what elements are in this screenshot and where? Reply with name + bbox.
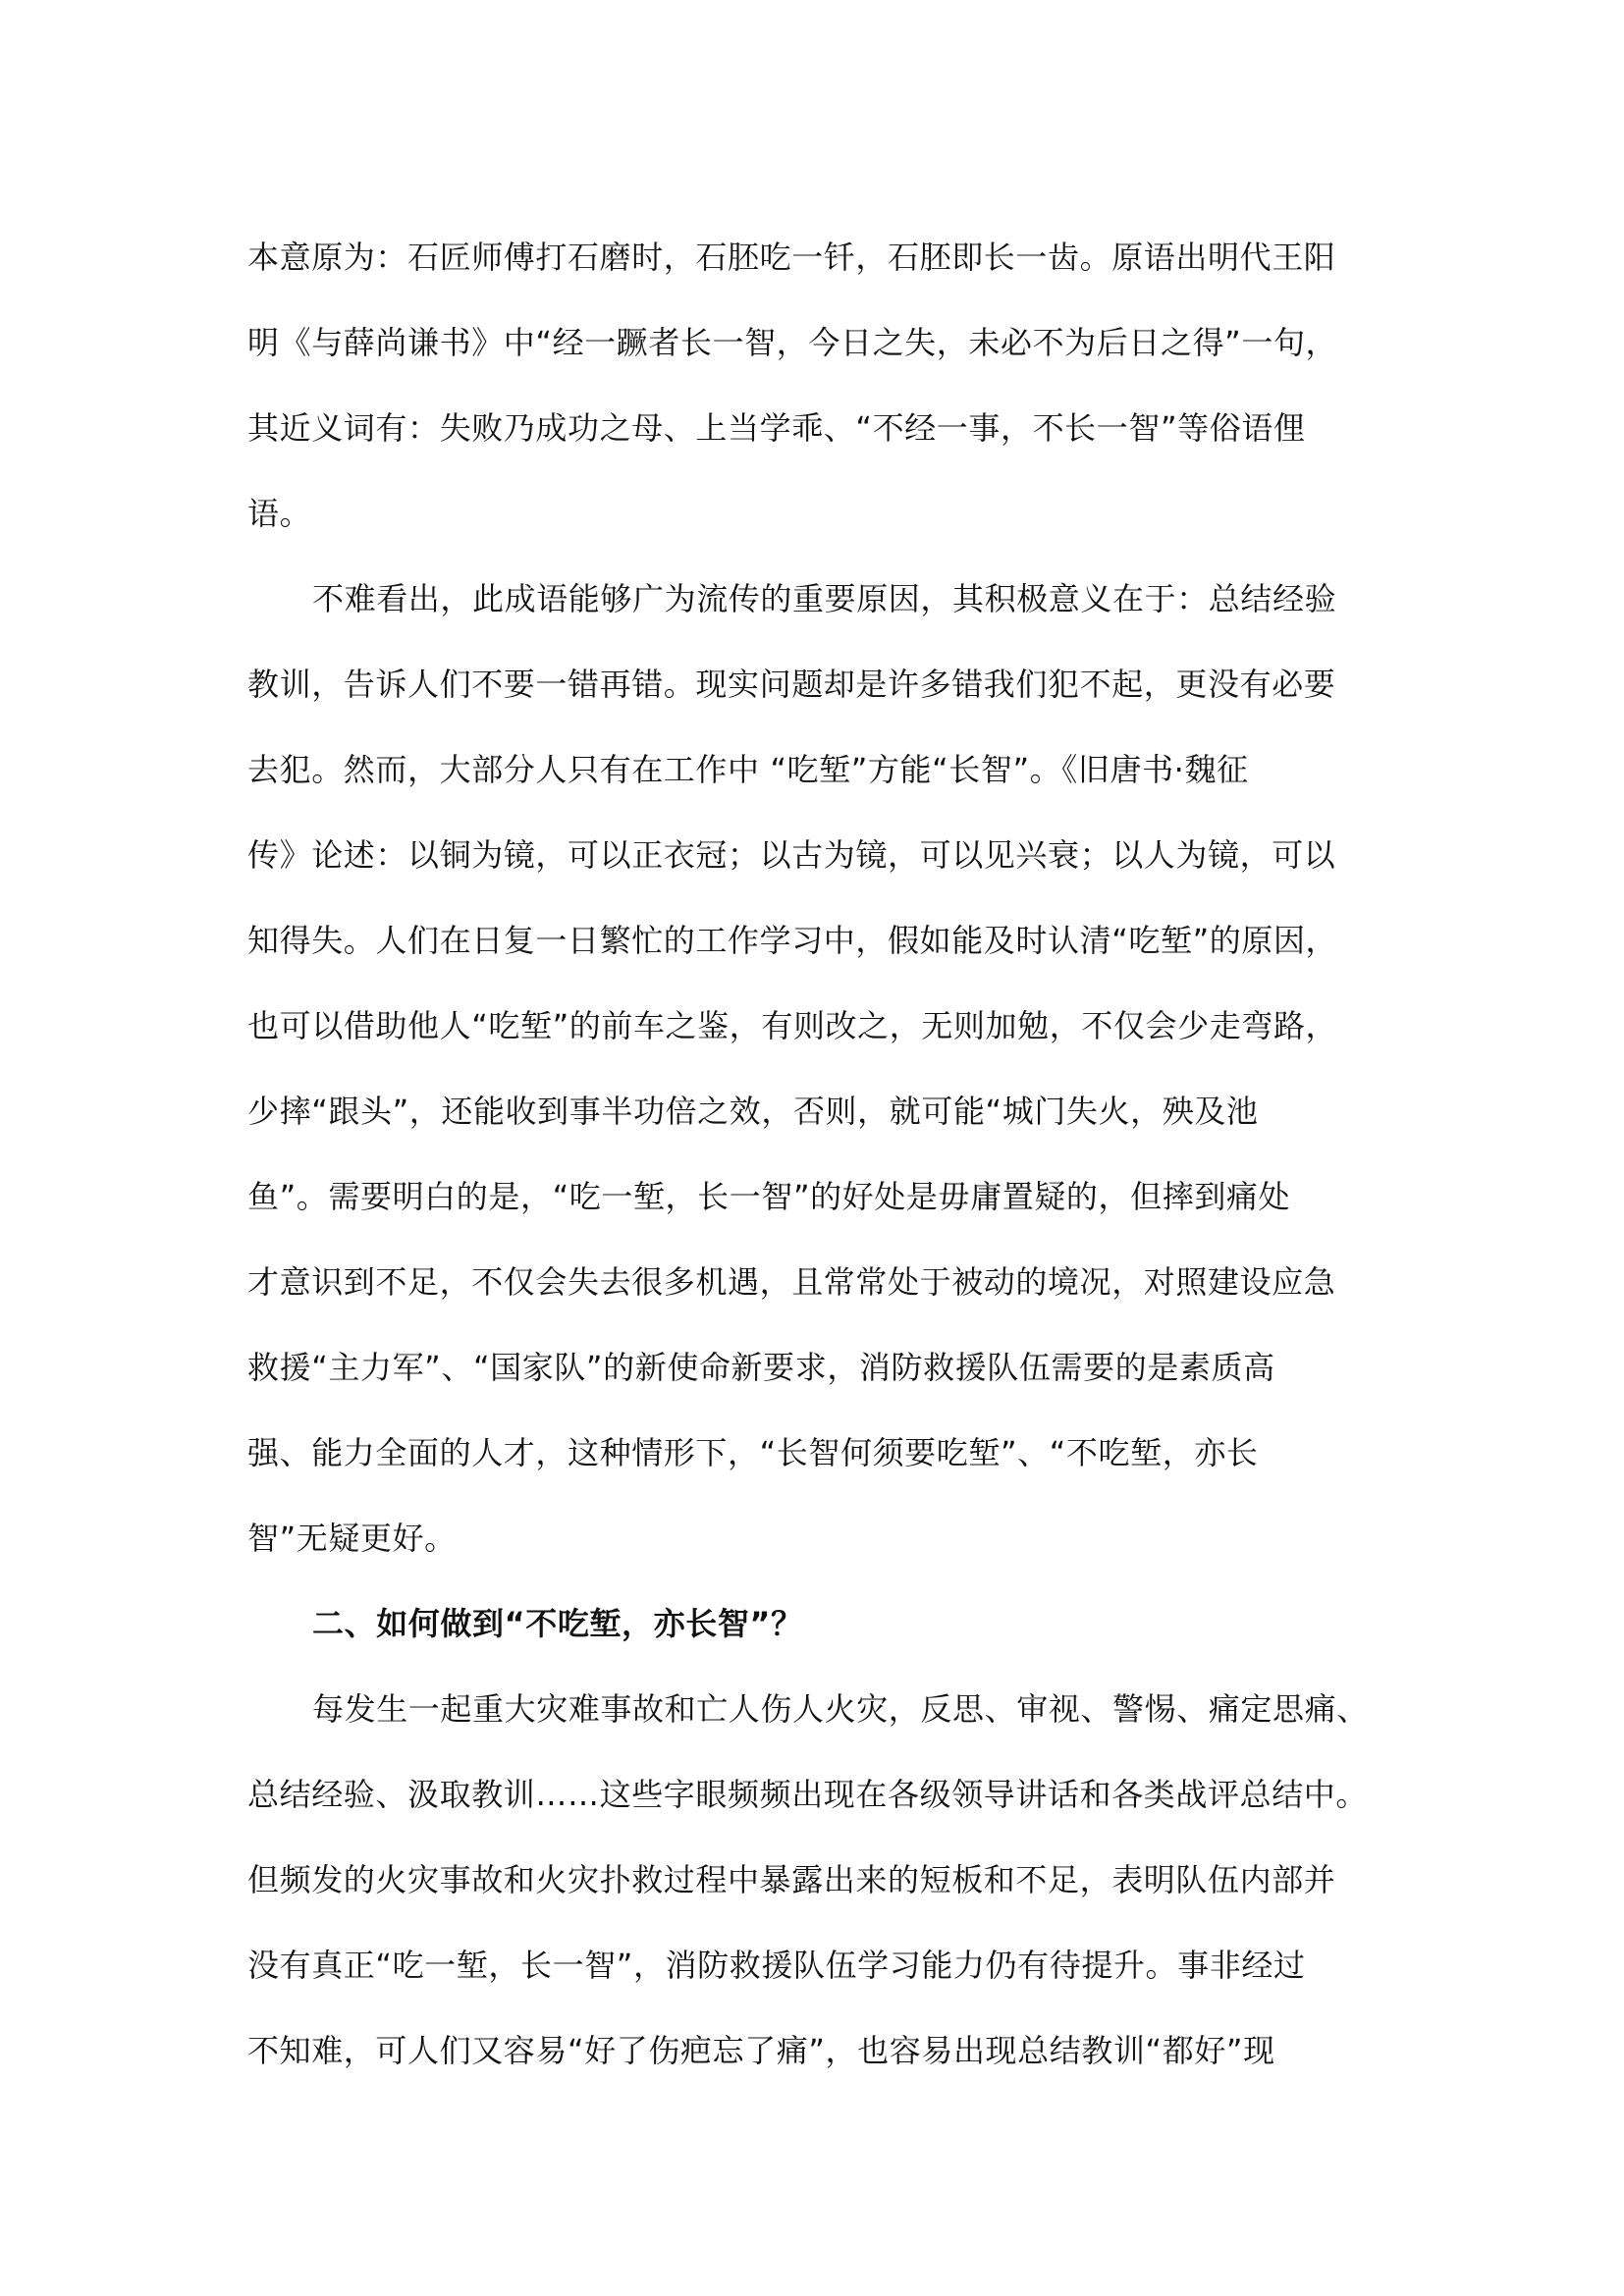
text-line: 救援“主力军”、“国家队”的新使命新要求，消防救援队伍需要的是素质高 bbox=[247, 1349, 1275, 1386]
text-line: 去犯。然而，大部分人只有在工作中 “吃堑”方能“长智”。《旧唐书·魏征 bbox=[247, 751, 1249, 788]
text-line: 知得失。人们在日复一日繁忙的工作学习中，假如能及时认清“吃堑”的原因， bbox=[247, 922, 1338, 959]
text-line: 才意识到不足，不仅会失去很多机遇，且常常处于被动的境况，对照建设应急 bbox=[247, 1263, 1336, 1301]
paragraph-significance bbox=[247, 577, 1367, 1602]
text-line: 每发生一起重大灾难事故和亡人伤人火灾，反思、审视、警惕、痛定思痛、 bbox=[312, 1690, 1369, 1728]
document-body bbox=[247, 236, 1367, 2114]
text-line: 强、能力全面的人才，这种情形下，“长智何须要吃堑”、“不吃堑，亦长 bbox=[247, 1434, 1259, 1471]
text-line: 明《与薛尚谦书》中“经一蹶者长一智，今日之失，未必不为后日之得”一句， bbox=[247, 324, 1338, 361]
section-heading bbox=[247, 1602, 1367, 1687]
text-line: 教训，告诉人们不要一错再错。现实问题却是许多错我们犯不起，更没有必要 bbox=[247, 666, 1336, 703]
text-line: 本意原为：石匠师傅打石磨时，石胚吃一钎，石胚即长一齿。原语出明代王阳 bbox=[247, 239, 1336, 276]
text-line: 鱼”。需要明白的是，“吃一堑，长一智”的好处是毋庸置疑的，但摔到痛处 bbox=[247, 1178, 1291, 1215]
text-line: 总结经验、汲取教训……这些字眼频频出现在各级领导讲话和各类战评总结中。 bbox=[247, 1776, 1369, 1813]
text-line: 语。 bbox=[247, 495, 312, 532]
paragraph-reflection bbox=[247, 1687, 1367, 2114]
text-line: 没有真正“吃一堑，长一智”，消防救援队伍学习能力仍有待提升。事非经过 bbox=[247, 1947, 1306, 1984]
text-line: 传》论述：以铜为镜，可以正衣冠；以古为镜，可以见兴衰；以人为镜，可以 bbox=[247, 836, 1336, 874]
text-line: 不难看出，此成语能够广为流传的重要原因，其积极意义在于：总结经验 bbox=[312, 580, 1337, 617]
text-line: 少摔“跟头”，还能收到事半功倍之效，否则，就可能“城门失火，殃及池 bbox=[247, 1093, 1259, 1130]
text-line: 不知难，可人们又容易“好了伤疤忘了痛”，也容易出现总结教训“都好”现 bbox=[247, 2032, 1275, 2069]
text-line: 也可以借助他人“吃堑”的前车之鉴，有则改之，无则加勉，不仅会少走弯路， bbox=[247, 1007, 1338, 1044]
paragraph-origin bbox=[247, 236, 1367, 577]
text-line: 但频发的火灾事故和火灾扑救过程中暴露出来的短板和不足，表明队伍内部并 bbox=[247, 1861, 1336, 1898]
text-line: 其近义词有：失败乃成功之母、上当学乖、“不经一事，不长一智”等俗语俚 bbox=[247, 409, 1306, 447]
section-heading-text: 二、如何做到“不吃堑，亦长智”？ bbox=[312, 1605, 803, 1642]
text-line: 智”无疑更好。 bbox=[247, 1520, 457, 1557]
